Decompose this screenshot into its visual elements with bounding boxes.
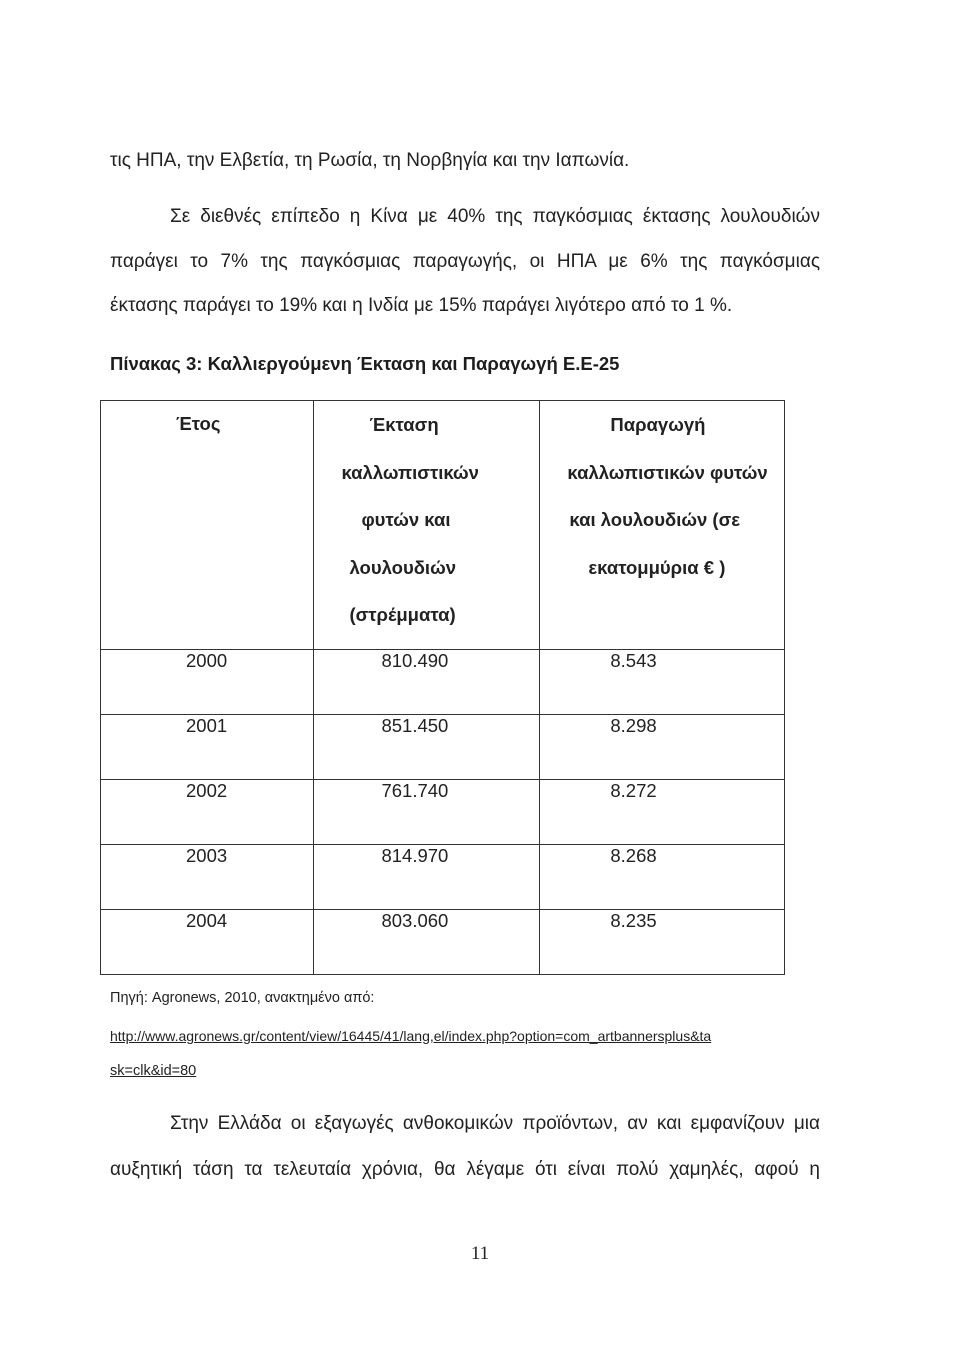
header-cell-production bbox=[540, 401, 785, 650]
cell-year: 2004 bbox=[101, 910, 314, 975]
header-text: φυτών και bbox=[361, 509, 451, 530]
header-cell-year bbox=[101, 401, 314, 650]
cell-year: 2000 bbox=[101, 650, 314, 715]
header-text: (στρέμματα) bbox=[349, 604, 456, 625]
source-link-continued[interactable]: sk=clk&id=80 bbox=[110, 1063, 197, 1079]
cell-production: 8.268 bbox=[540, 845, 785, 910]
text-line: τις ΗΠΑ, την Ελβετία, τη Ρωσία, τη Νορβηγία και την Ιαπωνία. bbox=[110, 150, 630, 171]
table-row bbox=[101, 715, 785, 780]
text-line: παράγει το 7% της παγκόσμιας παραγωγής, οι ΗΠΑ με 6% της παγκόσμιας bbox=[110, 251, 820, 272]
table-header-row bbox=[101, 401, 785, 650]
header-text: Έκταση bbox=[369, 414, 439, 435]
table-row bbox=[101, 650, 785, 715]
header-text: Έτος bbox=[176, 413, 221, 434]
table-row bbox=[101, 845, 785, 910]
source-label: Πηγή: Agronews, 2010, ανακτημένο από: bbox=[110, 990, 375, 1006]
cell-production: 8.543 bbox=[540, 650, 785, 715]
header-text: καλλωπιστικών φυτών bbox=[567, 461, 768, 483]
header-text: εκατομμύρια € ) bbox=[588, 556, 726, 578]
cell-year: 2002 bbox=[101, 780, 314, 845]
header-text: λουλουδιών bbox=[349, 556, 456, 578]
header-text: και λουλουδιών (σε bbox=[569, 509, 741, 530]
cell-production: 8.272 bbox=[540, 780, 785, 845]
cell-area: 803.060 bbox=[314, 910, 540, 975]
text-line: αυξητική τάση τα τελευταία χρόνια, θα λέγαμε ότι είναι πολύ χαμηλές, αφού η bbox=[110, 1159, 820, 1180]
data-table bbox=[100, 400, 785, 975]
header-text: καλλωπιστικών bbox=[341, 461, 479, 483]
cell-area: 810.490 bbox=[314, 650, 540, 715]
cell-area: 761.740 bbox=[314, 780, 540, 845]
cell-production: 8.235 bbox=[540, 910, 785, 975]
text-line: Σε διεθνές επίπεδο η Κίνα με 40% της παγκόσμιας έκτασης λουλουδιών bbox=[170, 206, 820, 227]
table-caption: Πίνακας 3: Καλλιεργούμενη Έκταση και Παραγωγή Ε.Ε-25 bbox=[110, 353, 620, 374]
cell-area: 851.450 bbox=[314, 715, 540, 780]
source-link[interactable]: http://www.agronews.gr/content/view/16445/41/lang,el/index.php?option=com_artbannersplus&ta bbox=[110, 1028, 712, 1044]
cell-year: 2001 bbox=[101, 715, 314, 780]
header-text: Παραγωγή bbox=[610, 414, 706, 435]
page-number: 11 bbox=[470, 1243, 490, 1264]
cell-area: 814.970 bbox=[314, 845, 540, 910]
cell-year: 2003 bbox=[101, 845, 314, 910]
text-line: Στην Ελλάδα οι εξαγωγές ανθοκομικών προϊόντων, αν και εμφανίζουν μια bbox=[170, 1113, 820, 1134]
text-line: έκτασης παράγει το 19% και η Ινδία με 15% παράγει λιγότερο από το 1 %. bbox=[110, 295, 733, 316]
cell-production: 8.298 bbox=[540, 715, 785, 780]
table-row bbox=[101, 780, 785, 845]
header-cell-area bbox=[314, 401, 540, 650]
table-row bbox=[101, 910, 785, 975]
